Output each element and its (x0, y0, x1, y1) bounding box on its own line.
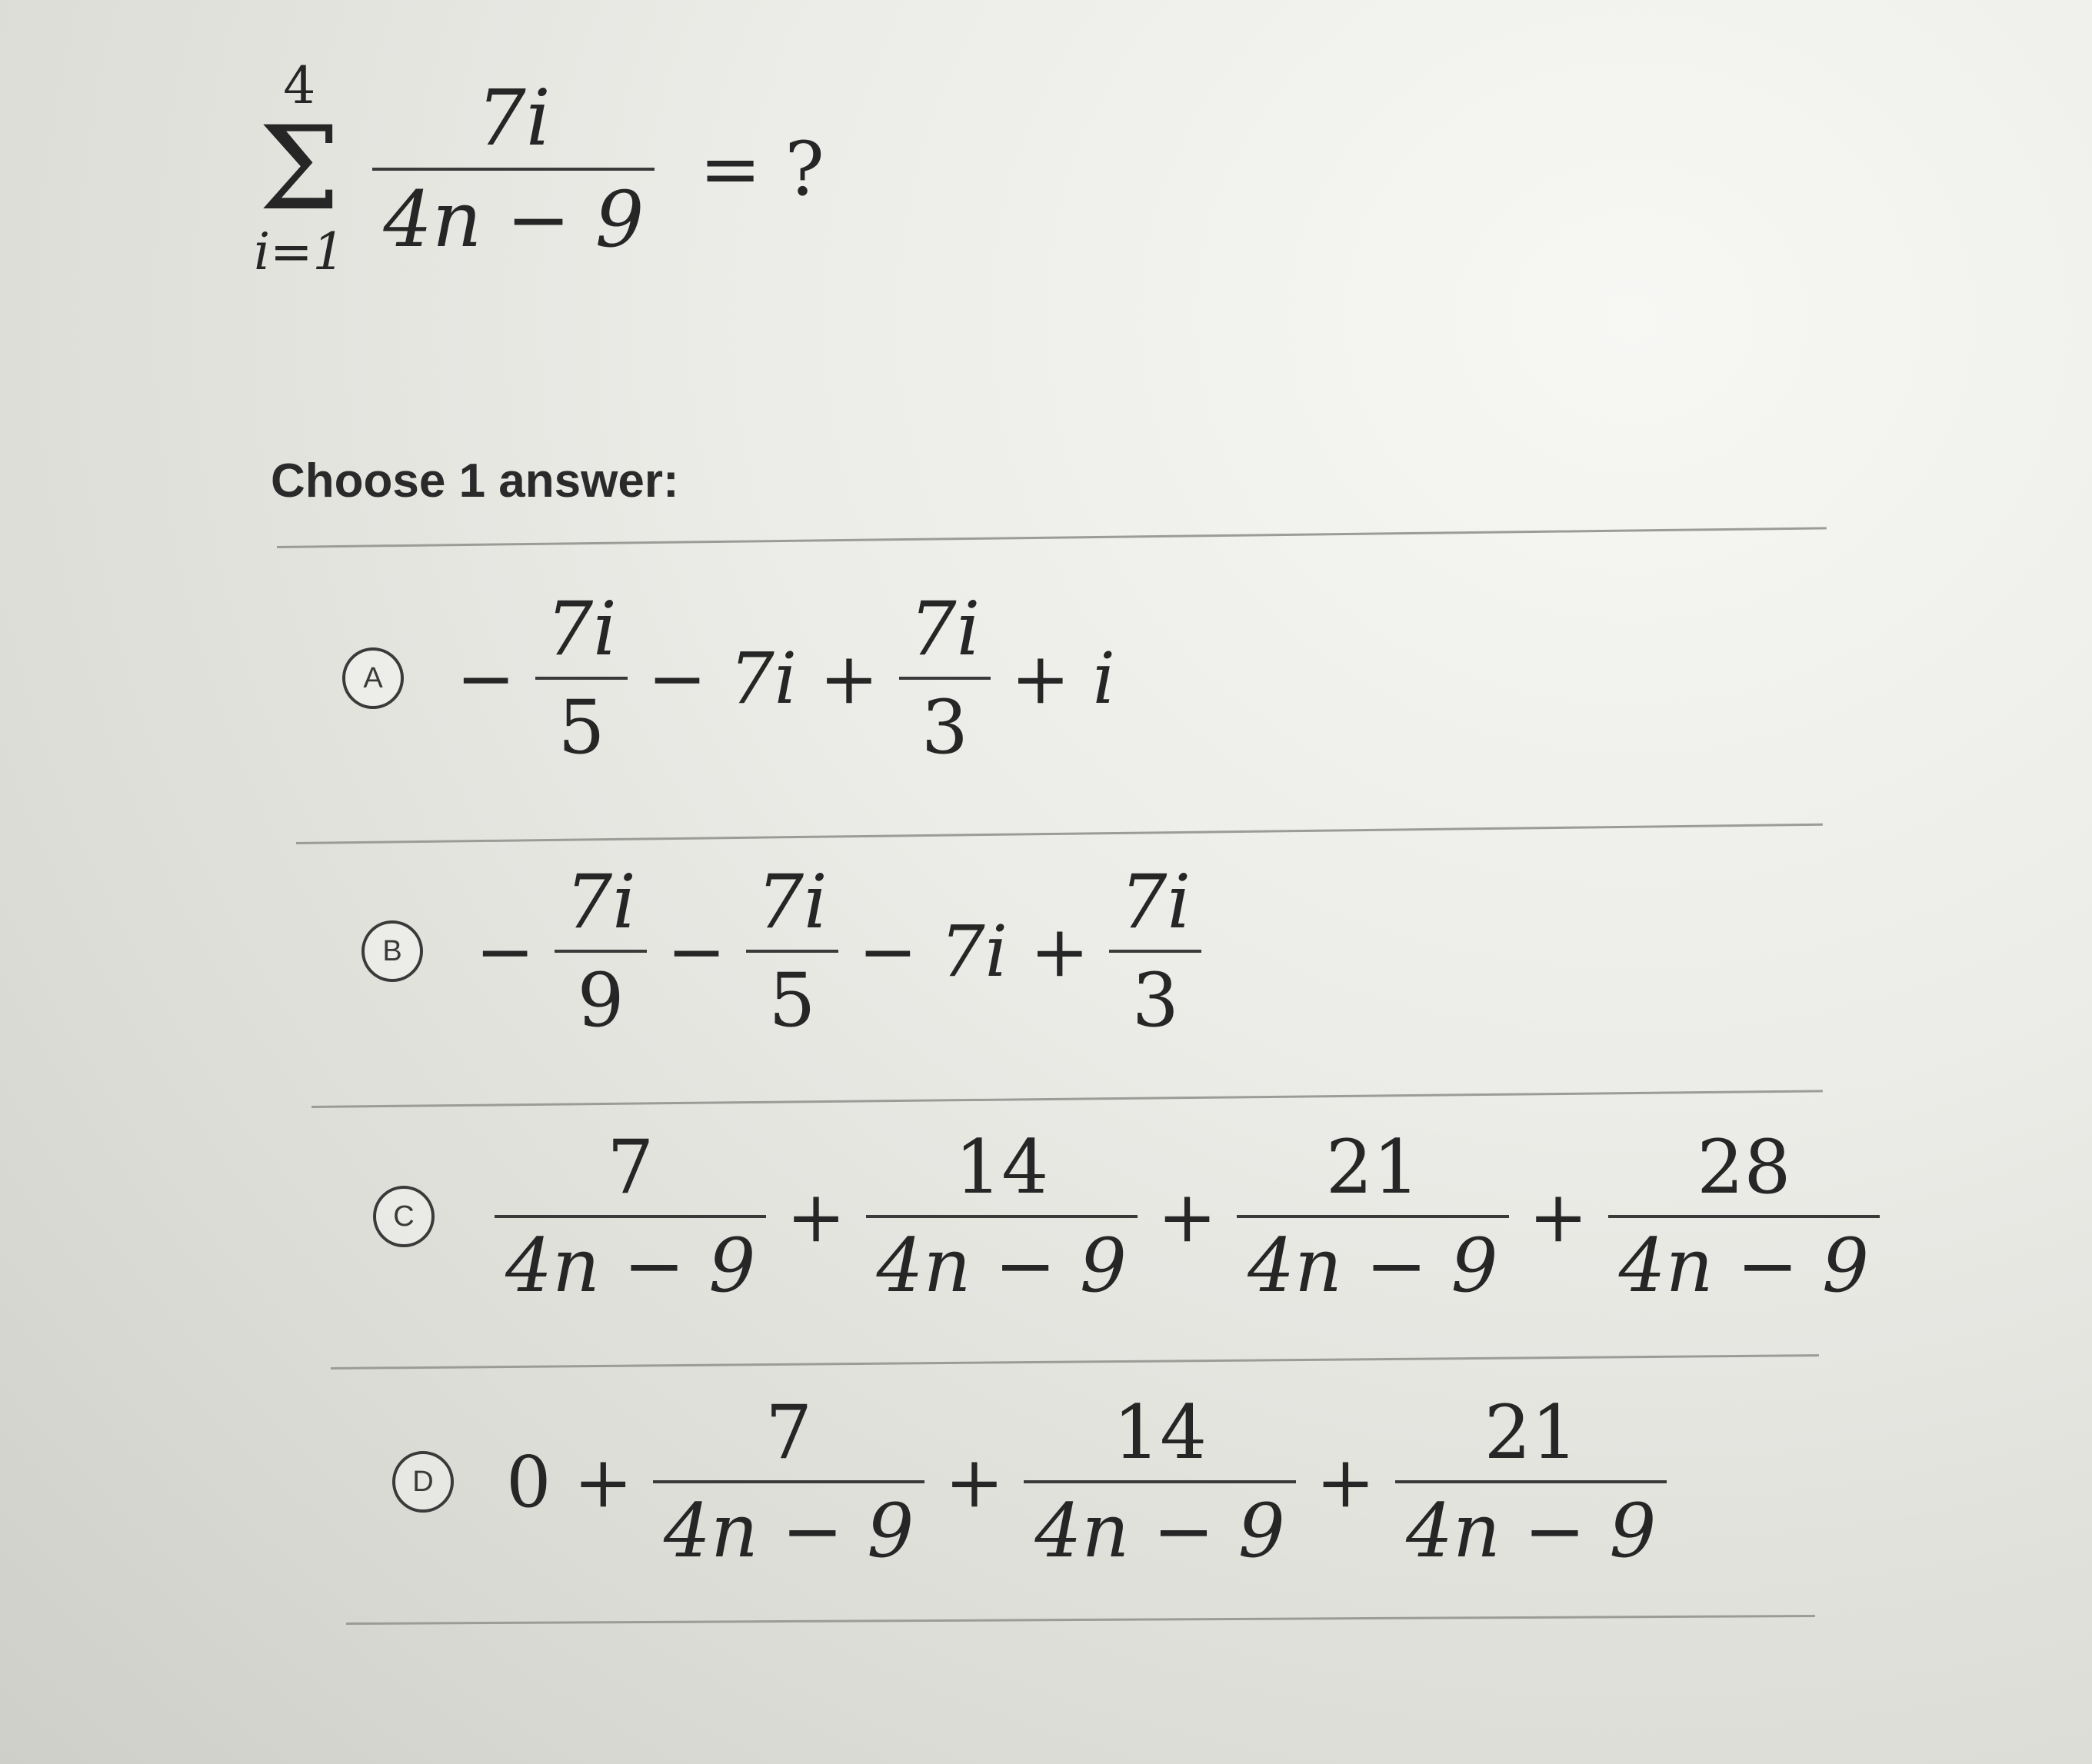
choice-c-plus: + (1158, 1175, 1218, 1258)
choice-d-term: 0 + (506, 1440, 633, 1523)
choice-a-fraction-1 (535, 586, 628, 771)
radio-a[interactable]: A (342, 647, 404, 709)
fraction-numerator: 7i (565, 859, 636, 945)
fraction-numerator: 14 (954, 1124, 1049, 1210)
divider-a (296, 824, 1823, 844)
choice-a-term: + i (1011, 637, 1116, 720)
choice-a-term: − (456, 637, 516, 720)
divider-top (277, 527, 1827, 548)
choice-d-plus: + (944, 1440, 1004, 1523)
divider-d (346, 1615, 1815, 1625)
fraction-numerator: 21 (1484, 1390, 1578, 1476)
choice-d-plus: + (1315, 1440, 1375, 1523)
sigma-symbol: Σ (258, 102, 341, 236)
fraction-denominator: 4n − 9 (663, 1488, 914, 1574)
radio-c[interactable]: C (373, 1186, 435, 1247)
equals-question: = ? (699, 126, 824, 212)
fraction-numerator: 28 (1697, 1124, 1791, 1210)
fraction-denominator: 3 (1131, 957, 1179, 1043)
question-expression (254, 31, 824, 308)
choice-b-fraction-3 (1109, 859, 1201, 1043)
fraction-denominator: 5 (558, 684, 605, 771)
fraction-denominator: 4n − 9 (1405, 1488, 1657, 1574)
fraction-numerator: 21 (1325, 1124, 1420, 1210)
choice-b-term: − 7i + (858, 910, 1090, 993)
sum-lower-limit: i=1 (254, 222, 345, 281)
fraction-denominator: 9 (577, 957, 625, 1043)
choice-c-plus: + (786, 1175, 846, 1258)
fraction-denominator: 3 (921, 684, 968, 771)
fraction-denominator: 4n − 9 (876, 1223, 1127, 1309)
choice-d-fraction-1 (653, 1390, 924, 1574)
fraction-numerator: 7 (765, 1390, 813, 1476)
fraction-numerator: 7i (1120, 859, 1191, 945)
divider-c (331, 1354, 1819, 1370)
choice-c[interactable] (373, 1124, 1894, 1309)
choice-c-fraction-2 (866, 1124, 1138, 1309)
choice-c-fraction-3 (1237, 1124, 1508, 1309)
choice-b[interactable] (361, 859, 1215, 1043)
choice-b-term: − (666, 910, 726, 993)
divider-b (311, 1090, 1823, 1108)
choice-b-fraction-1 (555, 859, 647, 1043)
choice-b-term: − (475, 910, 535, 993)
fraction-denominator: 4n − 9 (1618, 1223, 1870, 1309)
fraction-numerator: 7i (546, 586, 617, 672)
fraction-numerator: 7i (909, 586, 981, 672)
fraction-numerator: 7 (607, 1124, 655, 1210)
radio-d[interactable]: D (392, 1451, 454, 1513)
fraction-denominator: 4n − 9 (1034, 1488, 1285, 1574)
summation-sign (254, 56, 345, 281)
choice-c-fraction-4 (1608, 1124, 1880, 1309)
question-fraction (372, 73, 655, 265)
question-numerator: 7i (477, 73, 551, 163)
fraction-denominator: 4n − 9 (1248, 1223, 1498, 1309)
choice-a-fraction-2 (899, 586, 991, 771)
choice-d[interactable] (392, 1390, 1681, 1574)
choice-c-plus: + (1528, 1175, 1588, 1258)
fraction-numerator: 14 (1113, 1390, 1208, 1476)
choose-prompt: Choose 1 answer: (271, 454, 679, 508)
choice-d-fraction-2 (1024, 1390, 1295, 1574)
radio-b[interactable]: B (361, 920, 423, 982)
choice-a-term: − 7i + (647, 637, 879, 720)
choice-d-fraction-3 (1395, 1390, 1667, 1574)
question-denominator: 4n − 9 (383, 175, 645, 265)
fraction-denominator: 4n − 9 (505, 1223, 756, 1309)
fraction-denominator: 5 (768, 957, 816, 1043)
choice-b-fraction-2 (746, 859, 838, 1043)
sum-upper-limit: 4 (283, 56, 316, 115)
choice-c-fraction-1 (495, 1124, 766, 1309)
fraction-numerator: 7i (756, 859, 828, 945)
choice-a[interactable] (342, 586, 1121, 771)
